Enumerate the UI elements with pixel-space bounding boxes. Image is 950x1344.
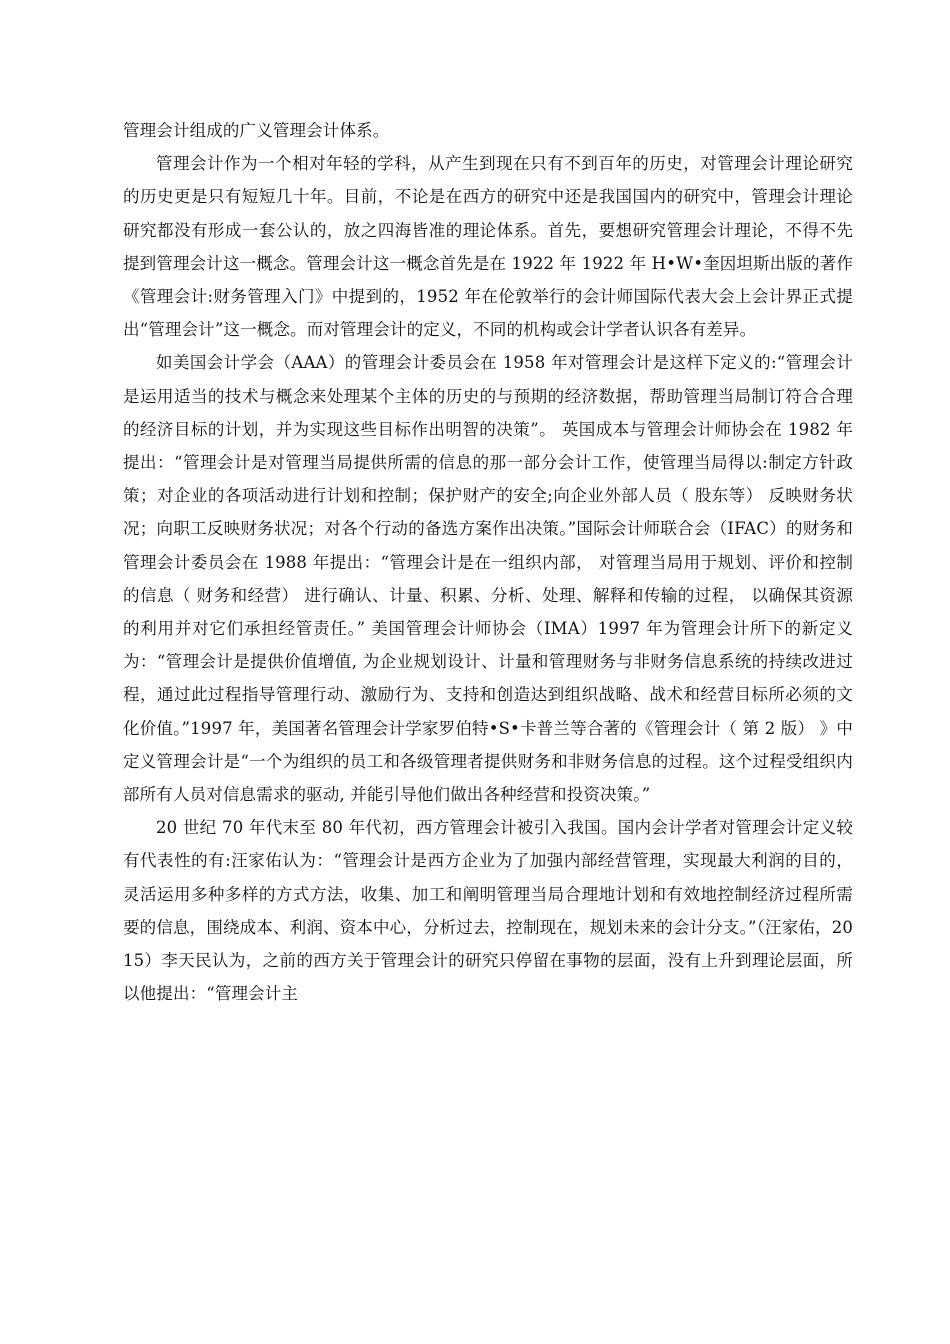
paragraph-continuation: 管理会计组成的广义管理会计体系。 bbox=[123, 121, 390, 140]
paragraph-western-definitions: 如美国会计学会（AAA）的管理会计委员会在 1958 年对管理会计是这样下定义的:“管理会计是运用适当的技术与概念来处理某个主体的历史的与预期的经济数据，帮助管理当局制订符合合理的经济目标的计划，并为实现这些目标作出明智的决策”。 英国成本与管理会计师协会在 1982 年提出：“管理会计是对管理当局提供所需的信息的那一部分会计工作，使管理当局得以:制定方针政策；对企业的各项活动进行计划和控制；保护财产的安全;向企业外部人员（ 股东等） 反映财务状况；向职工反映财务状况；对各个行动的备选方案作出决策。”国际会计师联合会（IFAC）的财务和管理会计委员会在 1988 年提出：“管理会计是在一组织内部， 对管理当局用于规划、评价和控制的信息（ 财务和经营） 进行确认、计量、积累、分析、处理、解释和传输的过程， 以确保其资源的利用并对它们承担经管责任。” 美国管理会计师协会（IMA）1997 年为管理会计所下的新定义为：“管理会计是提供价值增值, 为企业规划设计、计量和管理财务与非财务信息系统的持续改进过程，通过此过程指导管理行动、激励行为、支持和创造达到组织战略、战术和经营目标所必须的文化价值。”1997 年，美国著名管理会计学家罗伯特•S•卡普兰等合著的《管理会计（ 第 2 版） 》中定义管理会计是“一个为组织的员工和各级管理者提供财务和非财务信息的过程。这个过程受组织内部所有人员对信息需求的驱动, 并能引导他们做出各种经营和投资决策。” bbox=[123, 353, 853, 805]
paragraph-history: 管理会计作为一个相对年轻的学科，从产生到现在只有不到百年的历史，对管理会计理论研究的历史更是只有短短几十年。目前，不论是在西方的研究中还是我国国内的研究中，管理会计理论研究都没有形成一套公认的，放之四海皆准的理论体系。首先，要想研究管理会计理论，不得不先提到管理会计这一概念。管理会计这一概念首先是在 1922 年 1922 年 H•W•奎因坦斯出版的著作《管理会计:财务管理入门》中提到的，1952 年在伦敦举行的会计师国际代表大会上会计界正式提出“管理会计”这一概念。而对管理会计的定义，不同的机构或会计学者认识各有差异。 bbox=[123, 154, 853, 340]
document-body bbox=[123, 114, 853, 1010]
paragraph-domestic-definitions: 20 世纪 70 年代末至 80 年代初，西方管理会计被引入我国。国内会计学者对管理会计定义较有代表性的有:汪家佑认为：“管理会计是西方企业为了加强内部经营管理，实现最大利润的目的，灵活运用多种多样的方式方法，收集、加工和阐明管理当局合理地计划和有效地控制经济过程所需要的信息，围绕成本、利润、资本中心，分析过去，控制现在，规划未来的会计分支。”（汪家佑，2015）李天民认为，之前的西方关于管理会计的研究只停留在事物的层面，没有上升到理论层面，所以他提出：“管理会计主 bbox=[123, 818, 853, 1004]
